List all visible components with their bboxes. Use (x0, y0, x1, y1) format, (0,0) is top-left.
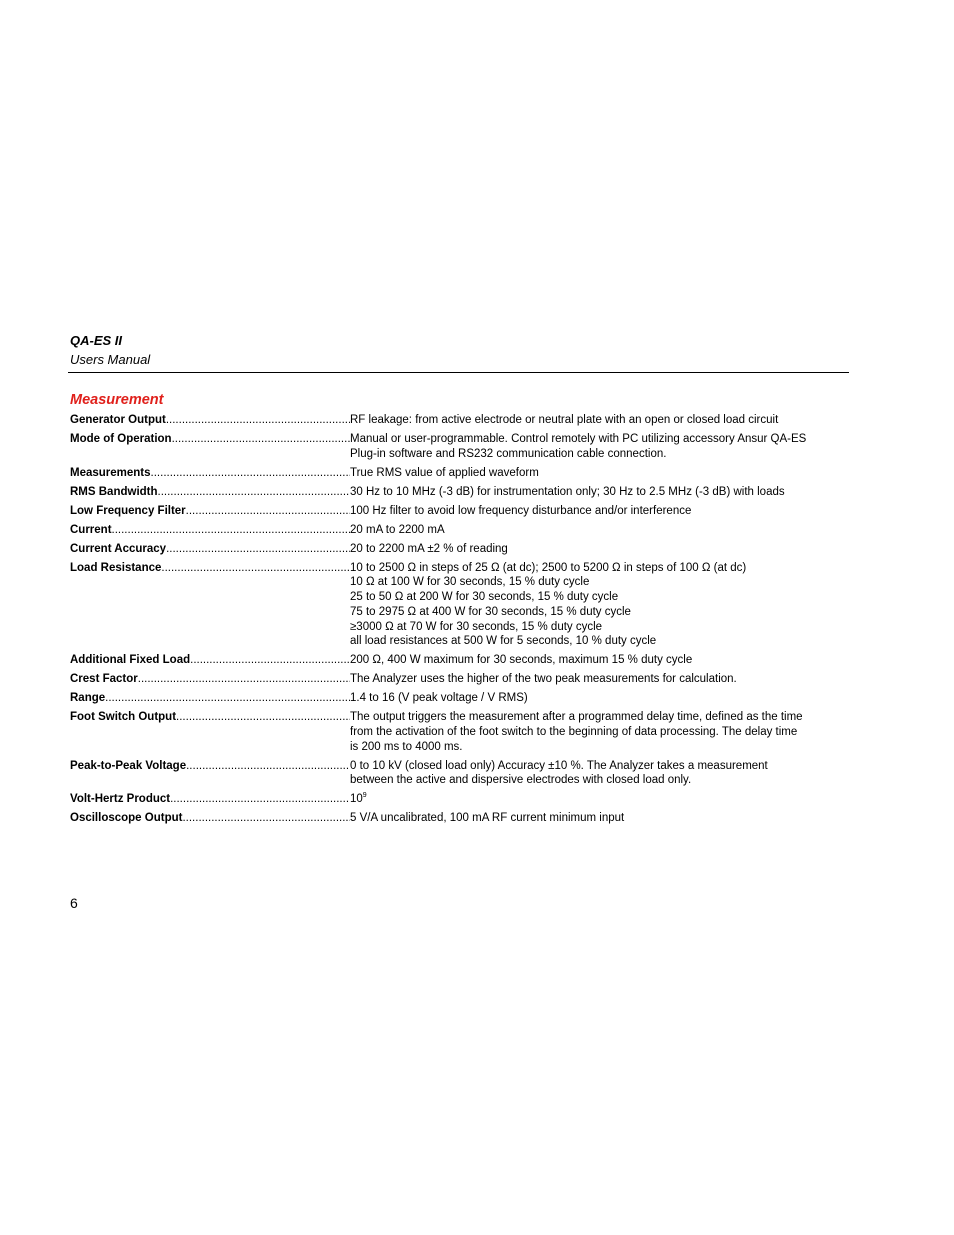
dot-leader (190, 653, 350, 668)
spec-label: Crest Factor (70, 673, 138, 686)
spec-label-cell (70, 523, 350, 538)
spec-value-text: 20 mA to 2200 mA (350, 523, 445, 536)
spec-row (70, 432, 850, 461)
spec-value-line (350, 575, 850, 590)
spec-value-line (350, 590, 850, 605)
spec-value-text: between the active and dispersive electrodes with closed load only. (350, 774, 692, 787)
spec-row (70, 759, 850, 788)
spec-value-text: 100 Hz filter to avoid low frequency disturbance and/or interference (350, 504, 692, 517)
spec-value-text: from the activation of the foot switch to the beginning of data processing. The delay time (350, 725, 798, 738)
spec-label: Peak-to-Peak Voltage (70, 759, 187, 772)
spec-value-text: Plug-in software and RS232 communication cable connection. (350, 447, 667, 460)
spec-value-text: ≥3000 Ω at 70 W for 30 seconds, 15 % duty cycle (350, 620, 603, 633)
spec-value-line (350, 773, 850, 788)
spec-label-cell (70, 792, 350, 807)
spec-value (350, 811, 850, 826)
spec-label-cell (70, 691, 350, 706)
dot-leader (170, 792, 350, 807)
spec-value-line (350, 523, 850, 538)
spec-label-cell (70, 811, 350, 826)
dot-leader (172, 432, 350, 461)
spec-row (70, 413, 850, 428)
spec-label: Oscilloscope Output (70, 812, 183, 825)
spec-value-line (350, 504, 850, 519)
spec-value (350, 691, 850, 706)
spec-value-text: 1.4 to 16 (V peak voltage / V RMS) (350, 692, 528, 705)
dot-leader (186, 504, 350, 519)
spec-label-cell (70, 432, 350, 461)
spec-value-text: The Analyzer uses the higher of the two peak measurements for calculation. (350, 673, 737, 686)
spec-label-cell (70, 504, 350, 519)
spec-label: Range (70, 692, 106, 705)
section-title: Measurement (70, 392, 164, 408)
dot-leader (161, 561, 350, 649)
spec-value-text: True RMS value of applied waveform (350, 466, 539, 479)
spec-value-text: is 200 ms to 4000 ms. (350, 740, 463, 753)
dot-leader (182, 811, 350, 826)
spec-value (350, 413, 850, 428)
spec-value-text: 10 (350, 793, 363, 806)
dot-leader (186, 759, 350, 788)
spec-value (350, 466, 850, 481)
spec-label: Foot Switch Output (70, 711, 177, 724)
spec-value (350, 672, 850, 687)
spec-label-cell (70, 466, 350, 481)
spec-row (70, 653, 850, 668)
spec-row (70, 561, 850, 649)
spec-label-cell (70, 413, 350, 428)
spec-value-line (350, 811, 850, 826)
spec-value (350, 542, 850, 557)
spec-label: Mode of Operation (70, 433, 172, 445)
dot-leader (166, 413, 350, 428)
spec-label-cell (70, 759, 350, 788)
spec-value-line (350, 710, 850, 725)
spec-value-line (350, 653, 850, 668)
spec-value-text: 20 to 2200 mA ±2 % of reading (350, 542, 508, 555)
spec-value-line (350, 620, 850, 635)
spec-row (70, 691, 850, 706)
spec-label-cell (70, 542, 350, 557)
product-name: QA-ES II (70, 333, 123, 348)
spec-value-line (350, 792, 850, 807)
spec-value-text: 200 Ω, 400 W maximum for 30 seconds, maximum 15 % duty cycle (350, 654, 693, 667)
spec-value (350, 759, 850, 788)
spec-label: Current Accuracy (70, 542, 167, 555)
spec-value-line (350, 759, 850, 774)
dot-leader (112, 523, 350, 538)
spec-value (350, 485, 850, 500)
dot-leader (151, 466, 350, 481)
spec-value-line (350, 634, 850, 649)
spec-label: Additional Fixed Load (70, 654, 191, 667)
spec-row (70, 523, 850, 538)
spec-value-line (350, 740, 850, 755)
spec-row (70, 466, 850, 481)
spec-row (70, 672, 850, 687)
page-number: 6 (70, 895, 78, 911)
spec-value-line (350, 542, 850, 557)
spec-row (70, 504, 850, 519)
spec-value-text: all load resistances at 500 W for 5 seconds, 10 % duty cycle (350, 635, 657, 648)
spec-label: Low Frequency Filter (70, 504, 186, 517)
spec-label-cell (70, 485, 350, 500)
spec-value-line (350, 691, 850, 706)
spec-value-text: 0 to 10 kV (closed load only) Accuracy ±10 %. The Analyzer takes a measurement (350, 759, 768, 772)
dot-leader (166, 542, 350, 557)
spec-label-cell (70, 710, 350, 754)
spec-label-cell (70, 561, 350, 649)
spec-value-text: 10 to 2500 Ω in steps of 25 Ω (at dc); 2500 to 5200 Ω in steps of 100 Ω (at dc) (350, 561, 747, 574)
spec-value-text: 25 to 50 Ω at 200 W for 30 seconds, 15 % duty cycle (350, 591, 619, 604)
spec-row (70, 710, 850, 754)
spec-value-line (350, 413, 850, 428)
spec-label: Current (70, 523, 112, 536)
spec-value (350, 504, 850, 519)
spec-value-text: 75 to 2975 Ω at 400 W for 30 seconds, 15 % duty cycle (350, 605, 631, 618)
spec-value (350, 792, 850, 807)
spec-value-text: 30 Hz to 10 MHz (-3 dB) for instrumentation only; 30 Hz to 2.5 MHz (-3 dB) with loads (350, 485, 785, 498)
spec-label-cell (70, 653, 350, 668)
manual-title: Users Manual (70, 352, 151, 367)
spec-list (70, 413, 850, 830)
spec-value-line (350, 561, 850, 576)
spec-value-line (350, 485, 850, 500)
spec-label: RMS Bandwidth (70, 485, 158, 498)
dot-leader (176, 710, 350, 754)
spec-value-line (350, 725, 850, 740)
dot-leader (105, 691, 350, 706)
spec-label-cell (70, 672, 350, 687)
spec-value-line (350, 466, 850, 481)
spec-value-text: RF leakage: from active electrode or neutral plate with an open or closed load circuit (350, 414, 779, 426)
spec-value-line (350, 432, 850, 447)
spec-value-line (350, 672, 850, 687)
spec-value-line (350, 605, 850, 620)
spec-value (350, 710, 850, 754)
dot-leader (138, 672, 350, 687)
spec-label: Load Resistance (70, 561, 162, 574)
spec-value-text: The output triggers the measurement after a programmed delay time, defined as the time (350, 711, 803, 724)
header-divider (68, 372, 849, 373)
spec-label: Measurements (70, 466, 151, 479)
superscript-exponent: 9 (362, 791, 367, 799)
spec-label: Volt-Hertz Product (70, 793, 171, 806)
spec-row (70, 542, 850, 557)
dot-leader (158, 485, 350, 500)
page-header (70, 333, 849, 367)
spec-value-text: Manual or user-programmable. Control remotely with PC utilizing accessory Ansur QA-ES (350, 433, 807, 445)
spec-row (70, 792, 850, 807)
spec-row (70, 485, 850, 500)
spec-value (350, 523, 850, 538)
spec-value-text: 5 V/A uncalibrated, 100 mA RF current minimum input (350, 812, 625, 825)
spec-value (350, 561, 850, 649)
spec-label: Generator Output (70, 414, 166, 426)
spec-value-line (350, 447, 850, 462)
spec-value (350, 653, 850, 668)
spec-value-text: 10 Ω at 100 W for 30 seconds, 15 % duty cycle (350, 576, 590, 589)
spec-row (70, 811, 850, 826)
spec-value (350, 432, 850, 461)
